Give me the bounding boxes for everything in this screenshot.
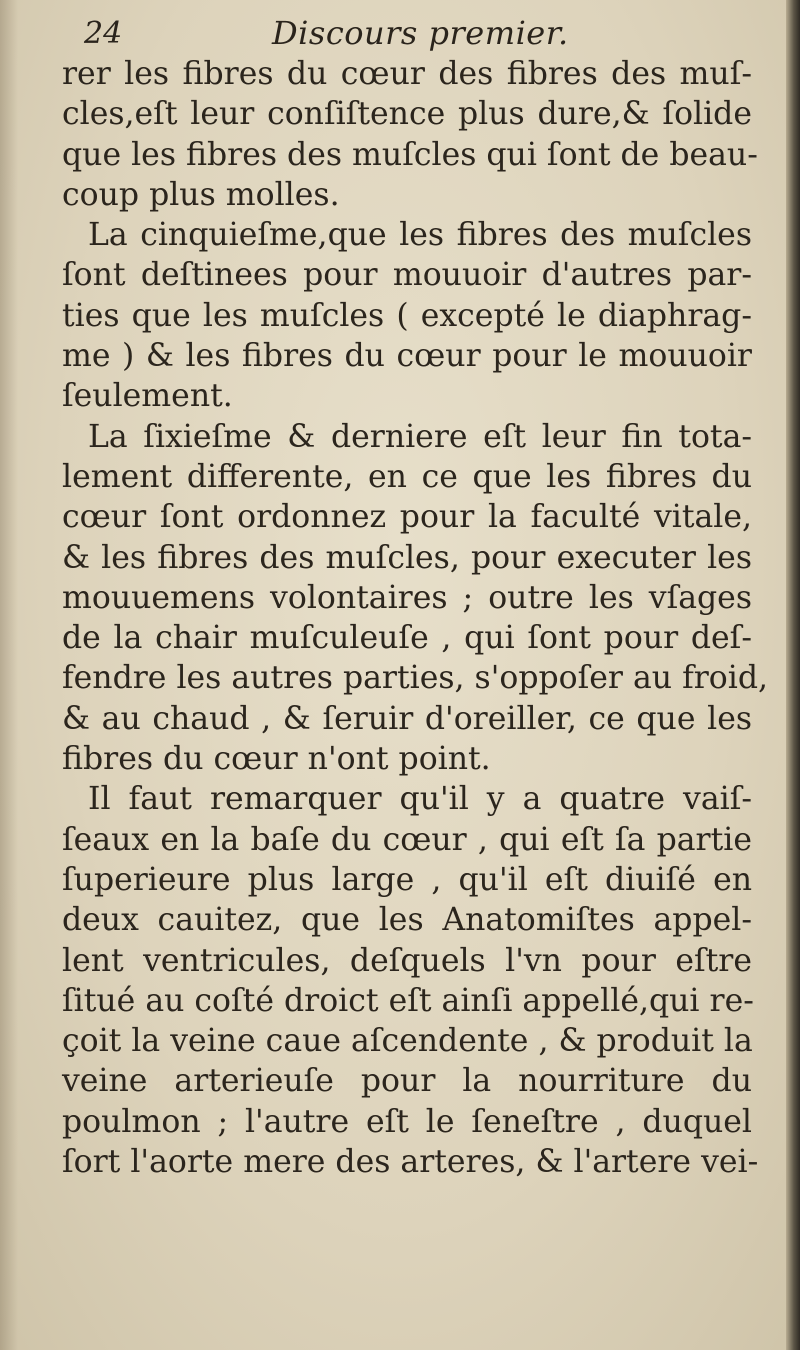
text-line: ſort l'aorte mere des arteres, & l'artere vei-	[62, 1144, 759, 1181]
text-line: poulmon ; l'autre eſt le ſeneſtre , duquel	[62, 1103, 752, 1140]
text-line: que les fibres des muſcles qui ſont de beau-	[62, 136, 758, 173]
text-line: rer les fibres du cœur des fibres des muſ-	[62, 56, 752, 92]
text-line: cles,eſt leur conſiſtence plus dure,& ſolide	[62, 96, 752, 133]
text-line: fendre les autres parties, s'oppoſer au froid,	[62, 660, 768, 697]
text-line: ſeulement.	[62, 378, 233, 415]
text-line: çoit la veine caue aſcendente , & produit la	[62, 1023, 753, 1060]
gutter-shadow	[0, 0, 18, 1350]
text-line: mouuemens volontaires ; outre les vſages	[62, 579, 752, 616]
page-number: 24	[84, 16, 123, 51]
text-line: me ) & les fibres du cœur pour le mouuoir	[62, 338, 752, 375]
page-edge	[786, 0, 800, 1350]
text-line: lement differente, en ce que les fibres du	[62, 458, 752, 495]
text-line: deux cauitez, que les Anatomiſtes appel-	[62, 902, 752, 939]
text-line: fibres du cœur n'ont point.	[62, 741, 491, 778]
body-text	[62, 54, 768, 1182]
text-line: coup plus molles.	[62, 176, 340, 213]
text-line: & au chaud , & ſeruir d'oreiller, ce que les	[62, 700, 752, 737]
text-line: ſuperieure plus large , qu'il eſt diuiſé en	[62, 861, 752, 898]
text-line: de la chair muſculeuſe , qui ſont pour deſ-	[62, 620, 752, 657]
text-line: cœur ſont ordonnez pour la faculté vitale,	[62, 499, 752, 536]
text-line: veine arterieuſe pour la nourriture du	[62, 1063, 752, 1100]
page-header	[0, 12, 786, 54]
text-line: ſeaux en la baſe du cœur , qui eſt ſa partie	[62, 821, 752, 858]
text-line: ſitué au coſté droict eſt ainſi appellé,qui re-	[62, 982, 754, 1019]
text-line: ties que les muſcles ( excepté le diaphrag-	[62, 297, 752, 334]
text-line: lent ventricules, deſquels l'vn pour eſtre	[62, 942, 752, 979]
paragraph-start-line: La cinquieſme,que les fibres des muſcles	[88, 217, 752, 254]
paragraph-start-line: Il faut remarquer qu'il y a quatre vaiſ-	[88, 781, 752, 818]
running-head: Discours premier.	[272, 14, 569, 52]
text-line: & les fibres des muſcles, pour executer les	[62, 539, 752, 576]
text-line: ſont deſtinees pour mouuoir d'autres par-	[62, 257, 752, 294]
paragraph-start-line: La ſixieſme & derniere eſt leur fin tota-	[88, 418, 752, 455]
